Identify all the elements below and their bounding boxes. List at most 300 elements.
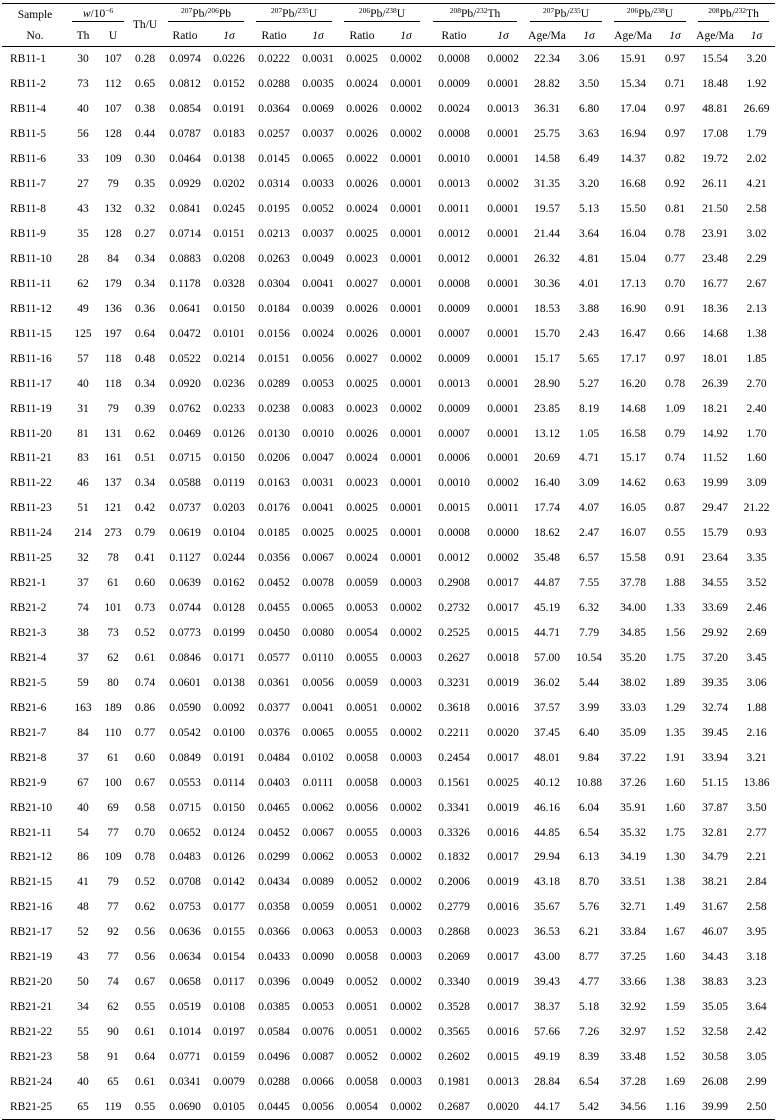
data-cell: 6.54 [578,1075,600,1088]
data-cell: 3.50 [746,801,767,814]
data-cell: 6.80 [578,103,600,116]
table-row [2,47,775,72]
data-cell: 0.0396 [258,976,290,989]
data-cell: 8.77 [578,951,600,964]
isotope-label-part: 207 [181,5,193,15]
data-cell: 0.0001 [487,327,519,340]
data-cell: 0.1178 [169,277,201,290]
data-cell: 0.0076 [302,1026,334,1039]
data-cell: 2.46 [746,602,767,615]
data-cell: 0.0051 [346,701,378,714]
data-cell: 16.40 [534,477,560,490]
isotope-label-part: 235 [569,5,581,15]
data-cell: 1.33 [664,602,686,615]
data-cell: 0.0104 [213,527,245,540]
data-cell: 0.34 [134,277,156,290]
data-cell: 17.17 [620,352,646,365]
data-cell: 0.0001 [390,477,422,490]
data-cell: 0.70 [664,277,686,290]
data-cell: 0.0054 [346,627,378,640]
data-cell: 16.58 [620,427,646,440]
data-cell: 4.71 [578,452,600,465]
data-cell: 0.0150 [213,452,245,465]
data-cell: 3.05 [746,1050,767,1063]
data-cell: 0.0009 [438,78,470,91]
data-cell: 0.0846 [169,651,201,664]
data-cell: 31.35 [534,178,560,191]
header-row-sub [2,25,775,47]
data-cell: 0.0639 [169,577,201,590]
data-cell: 1.70 [746,427,767,440]
data-cell: 1.56 [664,627,686,640]
data-cell: 0.0484 [258,751,290,764]
isotope-ratio-label [530,5,602,22]
data-cell: 35.91 [620,801,646,814]
table-row [2,446,775,471]
isotope-label-part: 238 [653,5,665,15]
data-cell: 0.0001 [390,228,422,241]
table-row [2,1094,775,1119]
data-cell: 128 [104,228,122,241]
data-cell: 1.38 [664,876,686,889]
data-cell: 0.0263 [258,252,290,265]
data-cell: 3.06 [578,53,600,66]
data-cell: 163 [74,701,92,714]
table-row [2,321,775,346]
data-cell: 0.0033 [302,178,334,191]
data-cell: 197 [104,327,122,340]
data-cell: 15.04 [620,252,646,265]
data-cell: 8.70 [578,876,600,889]
isotope-label-part: Th [746,7,759,20]
data-cell: 38.02 [620,676,646,689]
ratio-group-header [250,4,338,26]
sample-id-cell: RB21-23 [10,1050,53,1063]
data-cell: 61 [107,577,119,590]
data-cell: 0.38 [134,103,156,116]
data-cell: 0.0206 [258,452,290,465]
data-cell: 0.0055 [346,826,378,839]
table-row [2,571,775,596]
sample-id-cell: RB21-6 [10,701,47,714]
data-cell: 4.01 [578,277,600,290]
data-cell: 1.49 [664,901,686,914]
data-cell: 0.0001 [487,452,519,465]
data-cell: 14.68 [702,327,728,340]
data-cell: 0.51 [134,452,156,465]
data-cell: 73 [77,78,89,91]
data-cell: 33 [77,153,89,166]
data-cell: 128 [104,128,122,141]
data-cell: 137 [104,477,122,490]
data-cell: 0.0226 [213,53,245,66]
data-cell: 31.67 [702,901,728,914]
data-cell: 34.55 [702,577,728,590]
data-cell: 36.02 [534,676,560,689]
data-cell: 17.04 [620,103,646,116]
data-cell: 0.97 [664,103,686,116]
data-cell: 1.16 [658,1094,692,1119]
table-row [2,396,775,421]
data-cell: 0.0464 [169,153,201,166]
data-cell: 0.0542 [169,726,201,739]
data-cell: 273 [104,527,122,540]
data-cell: 14.58 [534,153,560,166]
table-row [2,720,775,745]
data-cell: 2.16 [746,726,767,739]
data-cell: 16.47 [620,327,646,340]
data-cell: 3.64 [746,1001,767,1014]
data-cell: 2.70 [746,377,767,390]
data-cell: 0.0483 [169,851,201,864]
data-cell: 35.32 [620,826,646,839]
table-row [2,845,775,870]
data-cell: 0.3340 [438,976,470,989]
sample-id-cell: RB11-8 [10,203,46,216]
data-cell: 19.72 [702,153,728,166]
data-cell: 0.2525 [438,627,470,640]
data-cell: 109 [104,153,122,166]
sample-id-cell: RB21-22 [10,1026,53,1039]
data-cell: 6.13 [578,851,600,864]
table-row [2,670,775,695]
isotope-label-part: U [396,7,406,20]
data-cell: 0.0110 [302,651,334,664]
ratio-group-header [426,4,524,26]
data-cell: 0.0150 [213,302,245,315]
data-cell: 0.62 [134,427,156,440]
table-row [2,1045,775,1070]
sample-id-cell: RB21-2 [10,602,47,615]
data-cell: 33.48 [620,1050,646,1063]
data-cell: 0.56 [134,926,156,939]
data-cell: 37.28 [620,1075,646,1088]
data-cell: 0.0577 [258,651,290,664]
table-row [2,247,775,272]
data-cell: 0.0151 [213,228,245,241]
data-cell: 0.0024 [346,203,378,216]
data-cell: 0.0017 [487,577,519,590]
data-cell: 0.87 [664,502,686,515]
data-cell: 0.0001 [390,377,422,390]
data-cell: 1.75 [664,826,686,839]
age-label: Age/Ma [614,29,652,42]
table-row [2,72,775,97]
data-cell: 14.92 [702,427,728,440]
data-cell: 5.18 [578,1001,600,1014]
data-cell: 34.79 [702,851,728,864]
data-cell: 61 [107,751,119,764]
data-cell: 0.0009 [438,352,470,365]
data-cell: 0.2454 [438,751,470,764]
data-cell: 0.3326 [438,826,470,839]
data-cell: 27 [77,178,89,191]
isotope-label-part: 232 [476,5,488,15]
data-cell: 0.28 [134,53,156,66]
data-cell: 0.0002 [390,602,422,615]
data-cell: 0.0011 [438,203,470,216]
data-cell: 35.67 [534,901,560,914]
data-cell: 0.0018 [487,651,519,664]
data-cell: 0.0176 [258,502,290,515]
data-cell: 59 [77,676,89,689]
data-cell: 79 [107,402,119,415]
data-cell: 0.36 [134,302,156,315]
data-cell: 33.51 [620,876,646,889]
data-cell: 13.12 [534,427,560,440]
data-cell: 3.18 [746,951,767,964]
data-cell: 49 [77,302,89,315]
data-cell: 0.2627 [438,651,470,664]
data-cell: 46.16 [534,801,560,814]
data-cell: 136 [104,302,122,315]
data-cell: 0.0102 [302,751,334,764]
data-cell: 0.0025 [346,53,378,66]
data-cell: 0.0012 [438,252,470,265]
data-cell: 0.0450 [258,627,290,640]
table-row [2,970,775,995]
table-row [2,920,775,945]
data-cell: 34.00 [620,602,646,615]
data-cell: 40 [77,377,89,390]
data-cell: 0.0744 [169,602,201,615]
data-cell: 38.21 [702,876,728,889]
data-cell: 0.0001 [390,277,422,290]
data-cell: 118 [104,377,122,390]
data-cell: 2.77 [746,826,767,839]
table-row [2,271,775,296]
isotope-label-part: Pb/ [192,7,208,20]
table-row [2,97,775,122]
data-cell: 0.0026 [346,128,378,141]
data-cell: 22.34 [534,53,560,66]
data-cell: 0.0002 [390,726,422,739]
data-cell: 37.45 [534,726,560,739]
data-cell: 0.2732 [438,602,470,615]
data-cell: 0.0017 [487,951,519,964]
data-cell: 0.0452 [258,826,290,839]
data-cell: 3.52 [746,577,767,590]
data-cell: 16.68 [620,178,646,191]
ratio-group-header [162,4,250,26]
data-cell: 0.0035 [302,78,334,91]
data-cell: 44.85 [534,826,560,839]
table-row [2,621,775,646]
data-cell: 19.57 [534,203,560,216]
data-cell: 21.22 [743,502,770,515]
data-cell: 14.68 [620,402,646,415]
data-cell: 0.0012 [438,228,470,241]
data-cell: 4.81 [578,252,600,265]
isotope-label-part: U [664,7,674,20]
sample-id-cell: RB21-25 [2,1094,68,1119]
data-cell: 0.0208 [213,252,245,265]
data-cell: 19.99 [702,477,728,490]
data-cell: 37.20 [702,651,728,664]
sample-id-cell: RB11-25 [10,552,52,565]
data-cell: 0.41 [134,552,156,565]
data-cell: 0.32 [134,203,156,216]
data-cell: 9.84 [578,751,600,764]
sigma-label: 1σ [497,29,509,42]
data-cell: 0.0203 [213,502,245,515]
data-cell: 17.13 [620,277,646,290]
data-cell: 0.0016 [487,701,519,714]
sample-id-cell: RB21-20 [10,976,53,989]
data-cell: 0.0288 [258,1075,290,1088]
data-cell: 0.0025 [346,527,378,540]
data-cell: 26.32 [534,252,560,265]
data-cell: 0.0715 [169,801,201,814]
concentration-header [68,4,128,26]
data-cell: 0.42 [134,502,156,515]
data-cell: 0.0025 [487,776,519,789]
data-cell: 0.1127 [169,552,201,565]
table-row [2,1020,775,1045]
data-cell: 0.66 [664,327,686,340]
data-cell: 62 [107,1001,119,1014]
sample-id-cell: RB11-22 [10,477,52,490]
data-cell: 11.52 [702,452,728,465]
data-cell: 0.64 [134,1050,156,1063]
data-cell: 0.0024 [438,103,470,116]
data-cell: 57 [77,352,89,365]
data-cell: 119 [98,1094,128,1119]
data-cell: 0.48 [134,352,156,365]
data-cell: 0.0641 [169,302,201,315]
data-cell: 0.0079 [213,1075,245,1088]
data-cell: 0.0052 [346,876,378,889]
data-cell: 0.34 [134,477,156,490]
data-cell: 38.83 [702,976,728,989]
data-cell: 0.0008 [438,277,470,290]
data-cell: 0.0001 [390,203,422,216]
data-cell: 0.77 [134,726,156,739]
data-cell: 1.79 [746,128,767,141]
table-row [2,197,775,222]
th-header: Th [76,29,90,42]
data-cell: 0.78 [664,377,686,390]
data-cell: 0.0445 [250,1094,298,1119]
data-cell: 2.58 [746,901,767,914]
data-cell: 78 [107,552,119,565]
data-cell: 30.36 [534,277,560,290]
data-cell: 0.91 [664,552,686,565]
data-cell: 0.52 [134,876,156,889]
data-cell: 16.90 [620,302,646,315]
data-cell: 35 [77,228,89,241]
data-cell: 0.0002 [487,178,519,191]
data-cell: 23.48 [702,252,728,265]
data-cell: 0.0058 [346,776,378,789]
data-cell: 1.75 [664,651,686,664]
data-cell: 0.0883 [169,252,201,265]
data-cell: 0.0007 [438,327,470,340]
data-cell: 0.67 [134,976,156,989]
data-cell: 0.0020 [487,726,519,739]
data-cell: 40.12 [534,776,560,789]
data-cell: 0.3565 [438,1026,470,1039]
data-cell: 16.05 [620,502,646,515]
data-cell: 79 [107,178,119,191]
data-cell: 18.62 [534,527,560,540]
data-cell: 0.0055 [346,651,378,664]
data-cell: 0.0020 [482,1094,524,1119]
data-cell: 0.0288 [258,78,290,91]
sigma-label: 1σ [223,29,235,42]
data-cell: 0.0059 [346,577,378,590]
data-cell: 37.22 [620,751,646,764]
data-cell: 0.0016 [487,1026,519,1039]
data-cell: 30.58 [702,1050,728,1063]
isotope-label-part: 207 [542,5,555,15]
data-cell: 0.0003 [390,676,422,689]
w-exponent: −6 [105,5,114,15]
data-cell: 0.0013 [487,1075,519,1088]
data-cell: 125 [74,327,92,340]
table-row [2,172,775,197]
data-cell: 26.39 [702,377,728,390]
sigma-label: 1σ [400,29,412,42]
data-cell: 0.0008 [438,128,470,141]
data-cell: 0.0177 [213,901,245,914]
data-cell: 0.0024 [346,552,378,565]
data-cell: 0.0025 [346,377,378,390]
data-cell: 45.19 [534,602,560,615]
data-cell: 3.35 [746,552,767,565]
data-cell: 121 [104,502,122,515]
data-cell: 1.60 [746,452,767,465]
data-cell: 2.02 [746,153,767,166]
data-cell: 15.70 [534,327,560,340]
sample-id-cell: RB11-2 [10,78,46,91]
data-cell: 0.0058 [346,751,378,764]
data-cell: 0.0056 [302,352,334,365]
data-cell: 0.0053 [346,602,378,615]
data-cell: 0.0197 [213,1026,245,1039]
data-cell: 1.60 [664,776,686,789]
sample-id-cell: RB11-21 [10,452,52,465]
table-row [2,122,775,147]
data-cell: 34.85 [620,627,646,640]
data-cell: 1.09 [664,402,686,415]
data-cell: 18.36 [702,302,728,315]
data-cell: 4.07 [578,502,600,515]
data-cell: 0.0002 [390,1001,422,1014]
data-cell: 0.0069 [302,103,334,116]
data-cell: 33.03 [620,701,646,714]
data-cell: 4.21 [746,178,767,191]
data-cell: 0.0008 [438,53,470,66]
data-cell: 0.0001 [390,452,422,465]
sample-id-cell: RB11-16 [10,352,52,365]
isotope-label-part: 235 [297,5,309,15]
data-cell: 0.0051 [346,901,378,914]
sample-id-cell: RB11-9 [10,228,46,241]
data-cell: 16.07 [620,527,646,540]
data-cell: 0.0299 [258,851,290,864]
data-cell: 0.0026 [346,327,378,340]
data-cell: 0.0105 [208,1094,250,1119]
data-cell: 1.52 [664,1050,686,1063]
sample-id-cell: RB11-24 [10,527,52,540]
table-row [2,895,775,920]
data-cell: 0.0002 [390,402,422,415]
data-cell: 0.0056 [302,676,334,689]
sample-id-cell: RB21-1 [10,577,47,590]
u-header: U [108,29,118,42]
data-cell: 21.44 [534,228,560,241]
